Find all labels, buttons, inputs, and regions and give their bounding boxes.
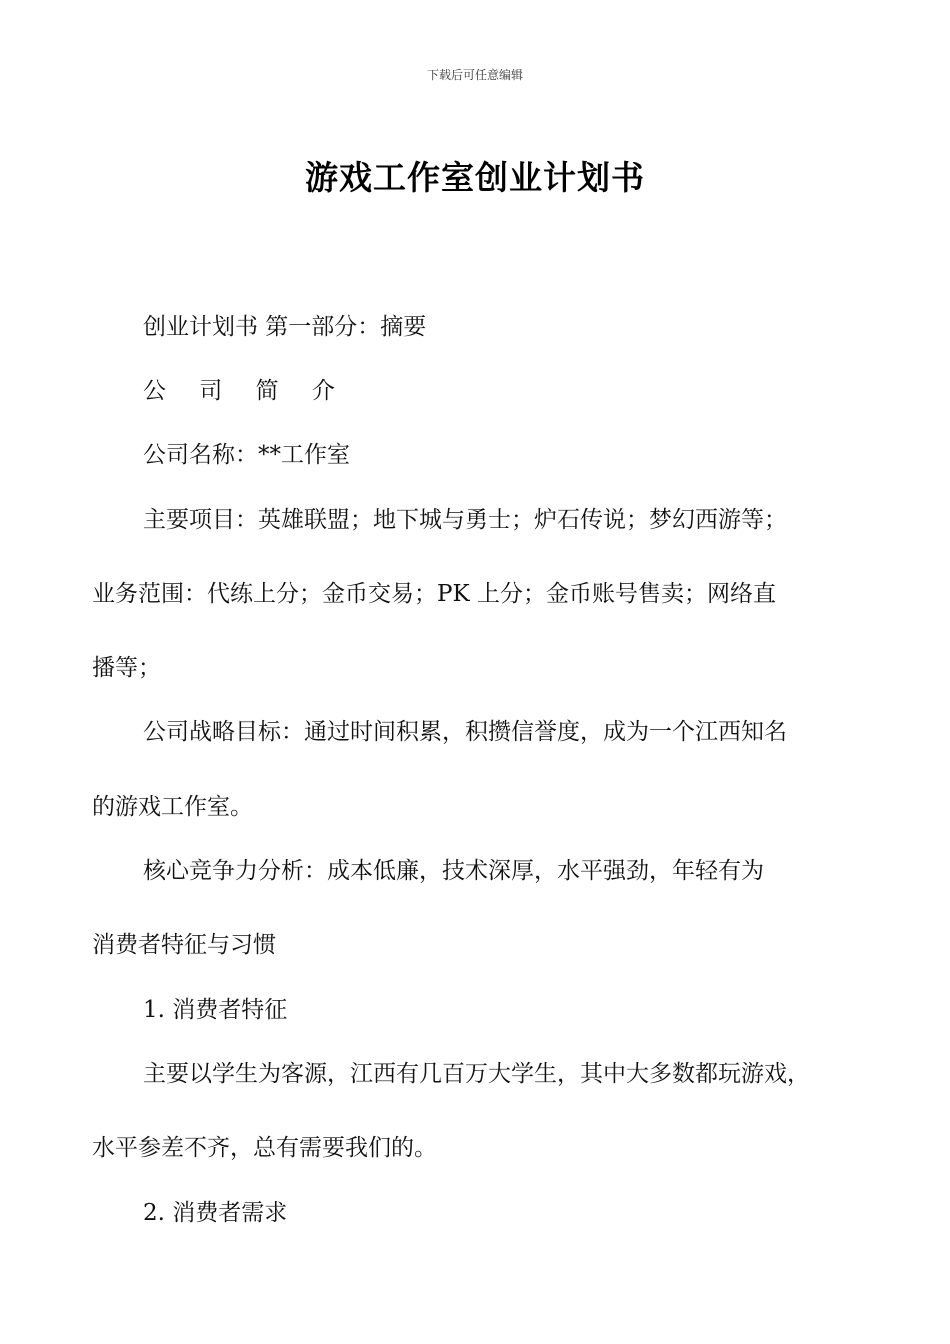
header-note: 下载后可任意编辑 [426,68,523,82]
core-competence: 核心竞争力分析：成本低廉，技术深厚，水平强劲，年轻有为 [143,858,764,884]
section-heading-summary: 创业计划书 第一部分：摘要 [143,314,427,340]
document-title: 游戏工作室创业计划书 [305,158,645,197]
consumer-features-heading: 1. 消费者特征 [143,997,288,1023]
company-name: 公司名称：**工作室 [143,442,350,468]
company-intro-heading: 公 司 简 介 [143,378,348,404]
consumer-heading: 消费者特征与习惯 [92,932,276,958]
business-scope: 业务范围：代练上分；金币交易；PK 上分；金币账号售卖；网络直 [92,581,776,607]
strategic-goal: 公司战略目标：通过时间积累，积攒信誉度，成为一个江西知名 [143,719,787,745]
business-scope-cont: 播等； [92,655,161,681]
consumer-features-text: 主要以学生为客源，江西有几百万大学生，其中大多数都玩游戏， [143,1061,810,1087]
main-projects: 主要项目：英雄联盟；地下城与勇士；炉石传说；梦幻西游等； [143,507,787,533]
strategic-goal-cont: 的游戏工作室。 [92,794,253,820]
consumer-needs-heading: 2. 消费者需求 [143,1200,288,1226]
consumer-features-text-cont: 水平参差不齐，总有需要我们的。 [92,1135,437,1161]
